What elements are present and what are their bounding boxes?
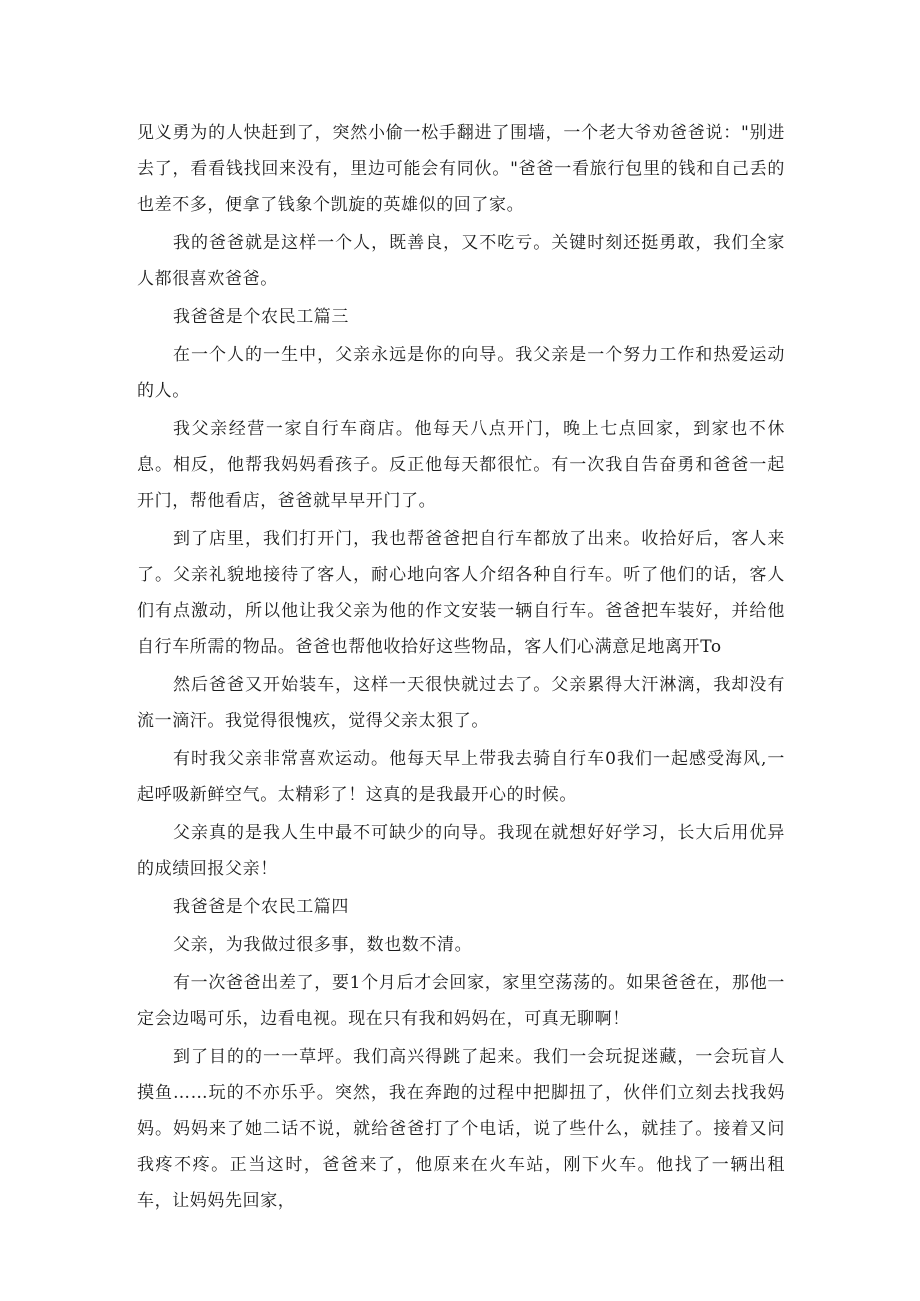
paragraph: 有时我父亲非常喜欢运动。他每天早上带我去骑自行车0我们一起感受海风,一起呼吸新鲜空气。太精彩了！这真的是我最开心的时候。 bbox=[137, 749, 785, 805]
paragraph: 到了店里，我们打开门，我也帮爸爸把自行车都放了出来。收拾好后，客人来了。父亲礼貌地接待了客人，耐心地向客人介绍各种自行车。听了他们的话，客人们有点激动，所以他让我父亲为他的作文安装一辆自行车。爸爸把车装好，并给他自行车所需的物品。爸爸也帮他收拾好这些物品，客人们心满意足地离开To bbox=[137, 529, 785, 657]
paragraph: 有一次爸爸出差了，要1个月后才会回家，家里空荡荡的。如果爸爸在，那他一定会边喝可乐，边看电视。现在只有我和妈妈在，可真无聊啊！ bbox=[137, 973, 785, 1029]
paragraph: 然后爸爸又开始装车，这样一天很快就过去了。父亲累得大汗淋漓，我却没有流一滴汗。我觉得很愧疚，觉得父亲太狠了。 bbox=[137, 675, 785, 731]
paragraph: 我的爸爸就是这样一个人，既善良，又不吃亏。关键时刻还挺勇敢，我们全家人都很喜欢爸爸。 bbox=[137, 233, 785, 289]
paragraph: 在一个人的一生中，父亲永远是你的向导。我父亲是一个努力工作和热爱运动的人。 bbox=[137, 345, 785, 401]
paragraph: 父亲，为我做过很多事，数也数不清。 bbox=[173, 935, 473, 955]
document-body bbox=[137, 115, 785, 1221]
paragraph: 我父亲经营一家自行车商店。他每天八点开门，晚上七点回家，到家也不休息。相反，他帮我妈妈看孩子。反正他每天都很忙。有一次我自告奋勇和爸爸一起开门，帮他看店，爸爸就早早开门了。 bbox=[137, 419, 785, 511]
section-heading: 我爸爸是个农民工篇三 bbox=[173, 307, 349, 327]
paragraph: 到了目的的一一草坪。我们高兴得跳了起来。我们一会玩捉迷藏，一会玩盲人摸鱼……玩的不亦乐乎。突然，我在奔跑的过程中把脚扭了，伙伴们立刻去找我妈妈。妈妈来了她二话不说，就给爸爸打了个电话，说了些什么，就挂了。接着又问我疼不疼。正当这时，爸爸来了，他原来在火车站，刚下火车。他找了一辆出租车，让妈妈先回家， bbox=[137, 1047, 785, 1211]
paragraph: 父亲真的是我人生中最不可缺少的向导。我现在就想好好学习，长大后用优异的成绩回报父亲！ bbox=[137, 823, 785, 879]
section-heading: 我爸爸是个农民工篇四 bbox=[173, 897, 349, 917]
paragraph-continuation: 见义勇为的人快赶到了，突然小偷一松手翻进了围墙，一个老大爷劝爸爸说："别进去了，看看钱找回来没有，里边可能会有同伙。"爸爸一看旅行包里的钱和自己丢的也差不多，便拿了钱象个凯旋的英雄似的回了家。 bbox=[137, 123, 785, 215]
